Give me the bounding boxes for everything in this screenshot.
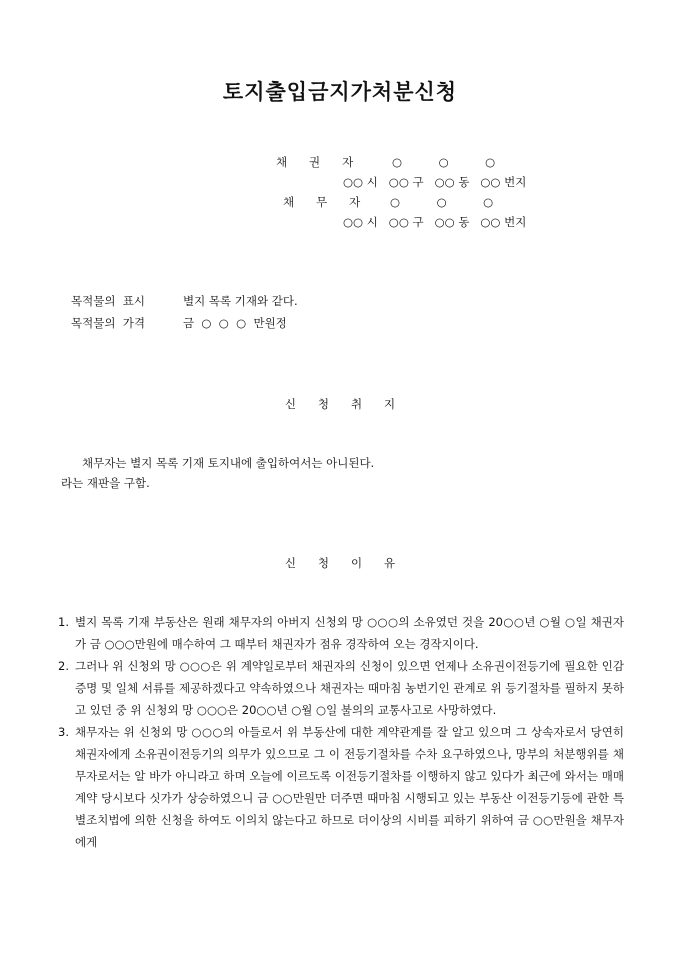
- reason-text: 채무자는 위 신청외 망 ○○○의 아들로서 위 부동산에 대한 계약관계를 잘 알고 있으며 그 상속자로서 당연히 채권자에게 소유권이전등기의 의무가 있으므로 그 이 전등기절차를 수차 요구하였으나, 망부의 처분행위를 채무자로서는 알 바가 아니라고 하며 오늘에 이르도록 이전등기절차를 이행하지 않고 있다가 최근에 와서는 매매 계약 당시보다 싯가가 상승하였으니 금 ○○만원만 더주면 때마침 시행되고 있는 부동산 이전등기등에 관한 특별조치법에 의한 신청을 하여도 이의치 않는다고 하므로 더이상의 시비를 피하기 위하여 금 ○○만원을 채무자에게: [75, 725, 624, 849]
- object-price-value: 금 ○ ○ ○ 만원정: [183, 316, 287, 330]
- object-price-label: 목적물의 가격: [71, 316, 145, 330]
- reason-text: 그러나 위 신청외 망 ○○○은 위 계약일로부터 채권자의 신청이 있으면 언제나 소유권이전등기에 필요한 인감증명 및 일체 서류를 제공하겠다고 약속하였으나 채권자는 때마침 농번기인 관계로 위 등기절차를 필하지 못하고 있던 중 위 신청외 망 ○○○은 20○○년 ○월 ○일 불의의 교통사고로 사망하였다.: [75, 659, 624, 717]
- debtor-name: ○ ○ ○: [390, 195, 494, 209]
- purpose-line-2: 라는 재판을 구함.: [61, 476, 150, 490]
- reason-item: [58, 721, 624, 853]
- reason-item: [58, 611, 624, 655]
- creditor-name: ○ ○ ○: [392, 155, 496, 169]
- reason-number: 1.: [58, 615, 69, 629]
- purpose-heading: 신 청 취 지: [284, 397, 396, 411]
- reasons-list: [58, 611, 624, 853]
- debtor-address: ○○ 시 ○○ 구 ○○ 동 ○○ 번지: [343, 215, 527, 229]
- object-display-value: 별지 목록 기재와 같다.: [183, 294, 298, 308]
- debtor-label: 채 무 자: [283, 195, 361, 209]
- reason-item: [58, 655, 624, 721]
- reasons-heading: 신 청 이 유: [284, 556, 396, 570]
- purpose-line-1: 채무자는 별지 목록 기재 토지내에 출입하여서는 아니된다.: [82, 456, 375, 470]
- reason-number: 2.: [58, 659, 69, 673]
- object-display-label: 목적물의 표시: [71, 294, 145, 308]
- creditor-address: ○○ 시 ○○ 구 ○○ 동 ○○ 번지: [343, 175, 527, 189]
- creditor-label: 채 권 자: [276, 155, 354, 169]
- reason-text: 별지 목록 기재 부동산은 원래 채무자의 아버지 신청외 망 ○○○의 소유였던 것을 20○○년 ○월 ○일 채권자가 금 ○○○만원에 매수하여 그 때부터 채권자가 점유 경작하여 오는 경작지이다.: [75, 615, 624, 651]
- reason-number: 3.: [58, 725, 69, 739]
- document-title: 토지출입금지가처분신청: [222, 79, 458, 104]
